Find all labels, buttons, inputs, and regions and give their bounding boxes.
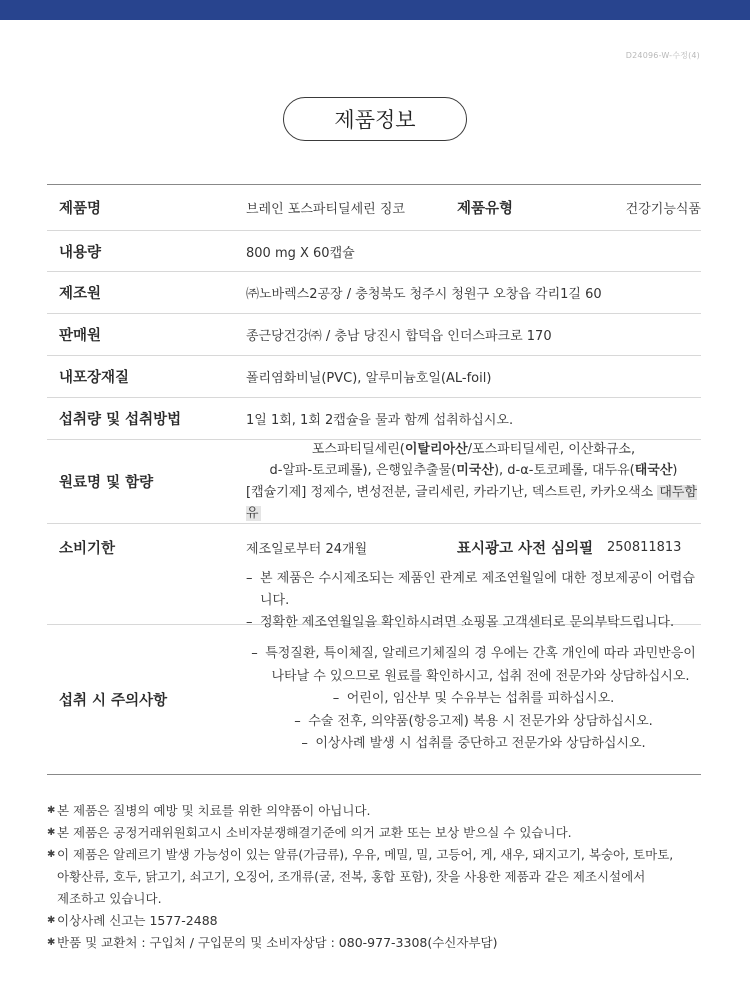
manufacturer-label: 제조원: [59, 286, 102, 302]
asterisk-icon: ✱: [47, 849, 56, 860]
footnote-report: ✱ 이상사례 신고는 1577-2488: [47, 910, 707, 932]
expiry-value: 제조일로부터 24개월: [246, 542, 368, 557]
manufacturer-value: ㈜노바렉스2공장 / 충청북도 청주시 청원구 오창읍 각리1길 60: [246, 287, 602, 302]
ingredients-line-3: [캡슐기제] 정제수, 변성전분, 글리세린, 카라기난, 덱스트린, 카카오색소 대두함유: [246, 484, 698, 521]
capacity-value: 800 mg X 60캡슐: [246, 245, 355, 261]
row-seller: [47, 314, 701, 356]
top-color-bar: [0, 0, 750, 20]
row-capacity: [47, 231, 701, 272]
footnotes: [47, 800, 707, 954]
document-code: D24096-W-수정(4): [625, 51, 700, 60]
ad-review-number: 250811813: [607, 540, 682, 555]
row-packaging: [47, 356, 701, 398]
asterisk-icon: ✱: [47, 805, 56, 816]
footnote: ✱ 본 제품은 공정거래위원회고시 소비자분쟁해결기준에 의거 교환 또는 보상 받으실 수 있습니다.: [47, 822, 707, 844]
caution-item-continued: 나타날 수 있으므로 원료를 확인하시고, 섭취 전에 전문가와 상담하십시오.: [271, 668, 690, 684]
expiry-label: 소비기한: [59, 541, 116, 557]
asterisk-icon: ✱: [47, 827, 56, 838]
row-manufacturer: [47, 272, 701, 314]
caution-list: [246, 625, 701, 774]
ingredients-label: 원료명 및 함량: [59, 475, 154, 491]
seller-value: 종근당건강㈜ / 충남 당진시 합덕읍 인더스파크로 170: [246, 329, 552, 344]
ingredients-line-1: 포스파티딜세린(이탈리아산/포스파티딜세린, 이산화규소,: [311, 441, 636, 457]
page-title: 제품정보: [283, 97, 467, 141]
ingredients-line-2: d-알파-토코페롤), 은행잎추출물(미국산), d-α-토코페롤, 대두유(태국산): [269, 463, 678, 478]
caution-item: – 특정질환, 특이체질, 알레르기체질의 경 우에는 간혹 개인에 따라 과민반응이: [251, 646, 696, 662]
caution-item: – 어린이, 임산부 및 수유부는 섭취를 피하십시오.: [332, 691, 615, 707]
packaging-label: 내포장재질: [59, 370, 130, 386]
product-name-value: 브레인 포스파티딜세린 징코: [246, 202, 405, 217]
product-name-label: 제품명: [59, 201, 102, 217]
ad-review-label: 표시광고 사전 심의필: [457, 541, 594, 557]
capacity-label: 내용량: [59, 244, 102, 261]
allergen-highlight: 대두함유: [246, 484, 698, 521]
ingredients-value: [246, 440, 701, 523]
row-intake: [47, 398, 701, 440]
product-type-label: 제품유형: [457, 201, 514, 217]
footnote-allergen: ✱ 이 제품은 알레르기 발생 가능성이 있는 알류(가금류), 우유, 메밀, 밀, 고등어, 게, 새우, 돼지고기, 복숭아, 토마토, 아황산류, 호두, 닭고기, 쇠고기, 오징어, 조개류(굴, 전복, 홍합 포함), 잣을 사용한 제품과 같은 제조시설에서 제조하고 있습니다.: [47, 844, 707, 910]
caution-item: – 이상사례 발생 시 섭취를 중단하고 전문가와 상담하십시오.: [301, 736, 646, 752]
expiry-note: – 본 제품은 수시제조되는 제품인 관계로 제조연월일에 대한 정보제공이 어렵습니다.: [246, 571, 695, 608]
packaging-value: 폴리염화비닐(PVC), 알루미늄호일(AL-foil): [246, 371, 492, 386]
intake-value: 1일 1회, 1회 2캡슐을 물과 함께 섭취하십시오.: [246, 413, 514, 428]
row-ingredients: [47, 440, 701, 524]
caution-item: – 수술 전후, 의약품(항응고제) 복용 시 전문가와 상담하십시오.: [294, 713, 653, 729]
product-info-table: [47, 184, 701, 775]
footnote-returns: ✱ 반품 및 교환처 : 구입처 / 구입문의 및 소비자상담 : 080-977-3308(수신자부담): [47, 932, 707, 954]
asterisk-icon: ✱: [47, 937, 56, 948]
product-type-value: 건강기능식품: [625, 202, 701, 217]
asterisk-icon: ✱: [47, 915, 56, 926]
expiry-note: – 정확한 제조연월일을 확인하시려면 쇼핑몰 고객센터로 문의부탁드립니다.: [246, 615, 675, 630]
footnote: ✱ 본 제품은 질병의 예방 및 치료를 위한 의약품이 아닙니다.: [47, 800, 707, 822]
row-expiry: [47, 524, 701, 630]
row-product-name: [47, 185, 701, 231]
intake-label: 섭취량 및 섭취방법: [59, 412, 182, 428]
caution-label: 섭취 시 주의사항: [59, 693, 168, 709]
row-caution: [47, 625, 701, 775]
seller-label: 판매원: [59, 328, 102, 344]
